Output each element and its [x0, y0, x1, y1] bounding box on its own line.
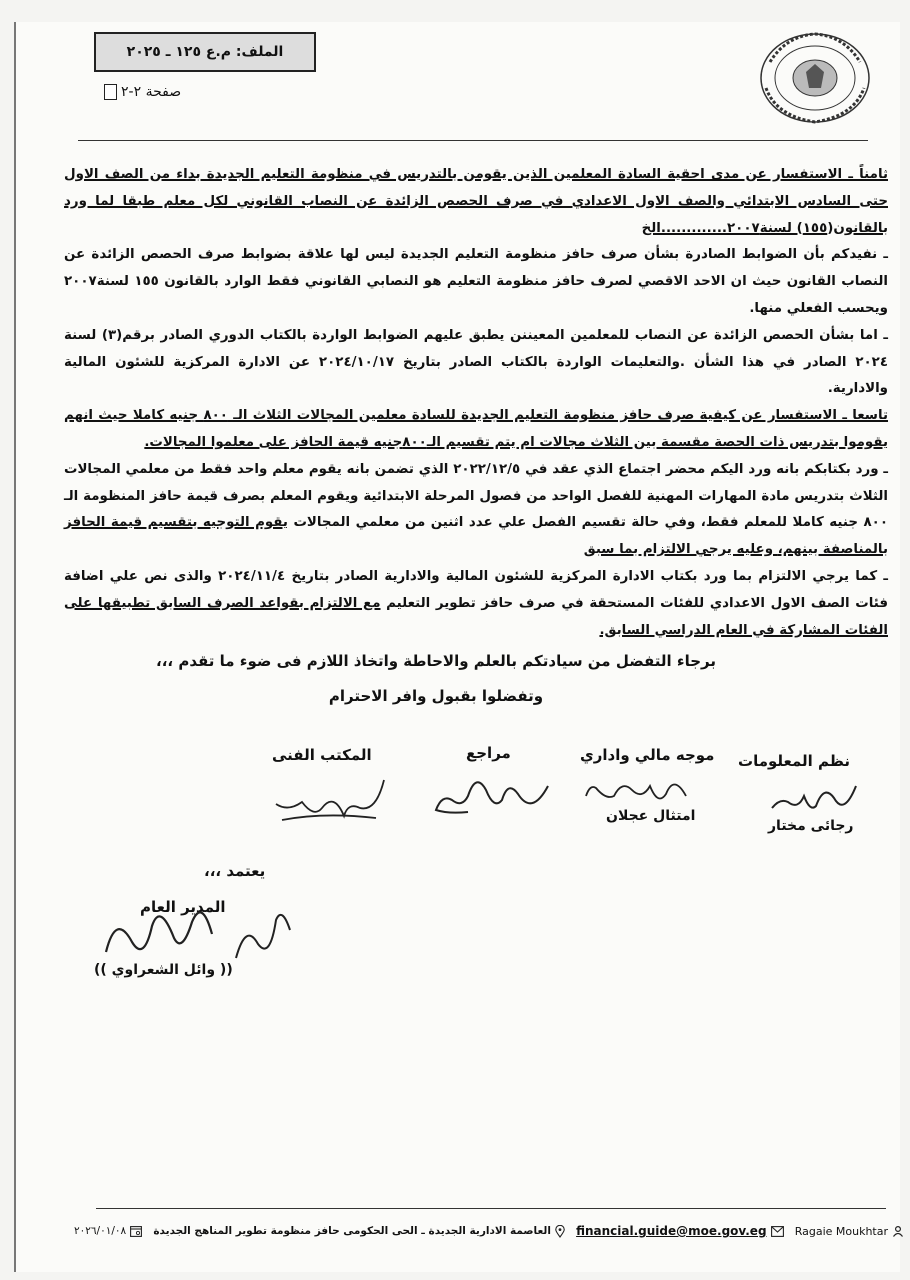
footer-divider [96, 1208, 886, 1209]
footer-user-name: Ragaie Moukhtar [794, 1224, 888, 1238]
footer-email[interactable] [576, 1224, 783, 1238]
signature-it [764, 776, 864, 822]
item-nine-additional [64, 564, 888, 644]
signature-title-reviewer: مراجع [466, 744, 511, 762]
grade-one-text: ـ كما يرجي الالتزام بما ورد بكتاب الادارة المركزية للشئون المالية والادارية الصادر بتاريخ ٢٠٢٤/١١/٤ والذى نص علي اضافة فئات الصف الاول الاعدادي للفئات المستحقة في صرف حافز تطوير التعليم [64, 568, 888, 611]
item-nine-compliance: وعليه يرجي الالتزام بما سبق [583, 542, 778, 558]
director-signature [86, 882, 296, 968]
file-reference-box [94, 32, 316, 72]
footer-email-link[interactable]: financial.guide@moe.gov.eg [576, 1224, 767, 1238]
item-eight-answer: ـ نفيدكم بأن الضوابط الصادرة بشأن صرف حافز منظومة التعليم الجديدة ليس لها علاقة بضوابط صرف الحصص الزائدة عن النصاب القانون حيث ان الاحد الاقصي لصرف حافز منظومة التعليم هو النصابي القانوني فقط الوارد بالقانون ١٥٥ لسنة٢٠٠٧ ويحسب الفعلي منها. [64, 247, 889, 316]
footer-date [74, 1225, 142, 1237]
signature-name-financial: امتثال عجلان [606, 808, 696, 824]
page-number [104, 84, 181, 100]
closing-regards: وتفضلوا بقبول وافر الاحترام [328, 687, 544, 705]
footer-user [795, 1225, 904, 1238]
header-divider [78, 140, 868, 141]
grade-one-rule: مع الالتزام بقواعد الصرف السابق تطبيقها على الفئات المشاركة في العام الدراسي السابق. [64, 595, 888, 638]
calendar-icon [130, 1225, 142, 1237]
file-reference: الملف: م.ع ١٢٥ ـ ٢٠٢٥ [126, 44, 284, 60]
item-nine-answer [64, 457, 888, 564]
letter-body [64, 162, 888, 644]
signature-reviewer [428, 766, 558, 818]
signature-title-tech-office: المكتب الفنى [272, 746, 372, 764]
footer-date-text: ٢٠٢٦/٠١/٠٨ [74, 1225, 127, 1237]
mail-icon [771, 1226, 784, 1237]
ministry-seal [756, 28, 874, 126]
document-page [14, 22, 900, 1272]
footer-address [153, 1225, 565, 1238]
closing-request: برجاء التفضل من سيادتكم بالعلم والاحاطة واتخاذ اللازم فى ضوء ما تقدم ،،، [156, 652, 716, 670]
location-pin-icon [555, 1225, 565, 1238]
item-nine-heading: تاسعا ـ الاستفسار عن كيفية صرف حافز منظومة التعليم الجديدة للسادة معلمين المجالات الثلاث الـ ٨٠٠ جنيه كاملا حيث انهم يقوموا بتدريس ذات الحصة مقسمة بين الثلاث مجالات ام يتم تقسيم الـ٨٠٠جنيه قيمة الحافز على معلموا المجالات. [64, 408, 889, 450]
user-icon [892, 1225, 904, 1237]
document-icon [104, 84, 117, 100]
director-title: المدير العام [140, 898, 226, 916]
approval-label: يعتمد ،،، [204, 862, 266, 880]
signature-title-it: نظم المعلومات [738, 752, 851, 770]
director-name: (( وائل الشعراوي )) [94, 962, 233, 978]
signature-name-it: رجائى مختار [768, 818, 854, 834]
page-label: صفحة ٢-٢ [121, 84, 182, 100]
signature-title-financial: موجه مالي واداري [580, 746, 715, 764]
signature-tech-office [264, 772, 394, 828]
footer [74, 1220, 904, 1242]
footer-address-text: العاصمة الادارية الجديدة ـ الحى الحكومى حافز منظومة تطوير المناهج الجديدة [153, 1225, 551, 1237]
item-nine-split-note: يقوم التوجيه بتقسيم قيمة الحافز بالمناصفة بينهم، [64, 515, 888, 558]
item-nine-text: ـ ورد بكتابكم بانه ورد اليكم محضر اجتماع الذي عقد في ٢٠٢٢/١٢/٥ الذي تضمن بانه يقوم معلم واحد فقط من معلمي المجالات الثلاث بتدريس مادة المهارات المهنية للفصل الواحد من فصول المرحلة الابتدائية ويقوم المعلم بصرف قيمة حافز المنظومة الـ ٨٠٠ جنيه كاملا للمعلم فقط، وفي حالة تقسيم الفصل علي عدد اثنين من معلمي المجالات [64, 461, 888, 531]
signature-financial [582, 770, 692, 810]
item-eight-additional: ـ اما بشأن الحصص الزائدة عن النصاب للمعلمين المعيننن يطبق عليهم الضوابط الواردة بالكتاب الدوري الصادر برقم(٣) لسنة ٢٠٢٤ الصادر في هذا الشأن .والتعليمات الواردة بالكتاب الصادر بتاريخ ٢٠٢٤/١٠/١٧ عن الادارة المركزية للشئون المالية والادارية. [64, 327, 889, 397]
item-eight-heading: ثامناً ـ الاستفسار عن مدى احقية السادة المعلمين الذين يقومن بالتدريس في منظومة التعليم الجديدة بداء من الصف الاول حتى السادس الابتدائي والصف الاول الاعدادي في صرف الحصص الزائدة عن النصاب القانوني لكل معلم طبقا لما ورد بالقانون(١٥٥) لسنة٢٠٠٧.............الخ [64, 167, 888, 236]
